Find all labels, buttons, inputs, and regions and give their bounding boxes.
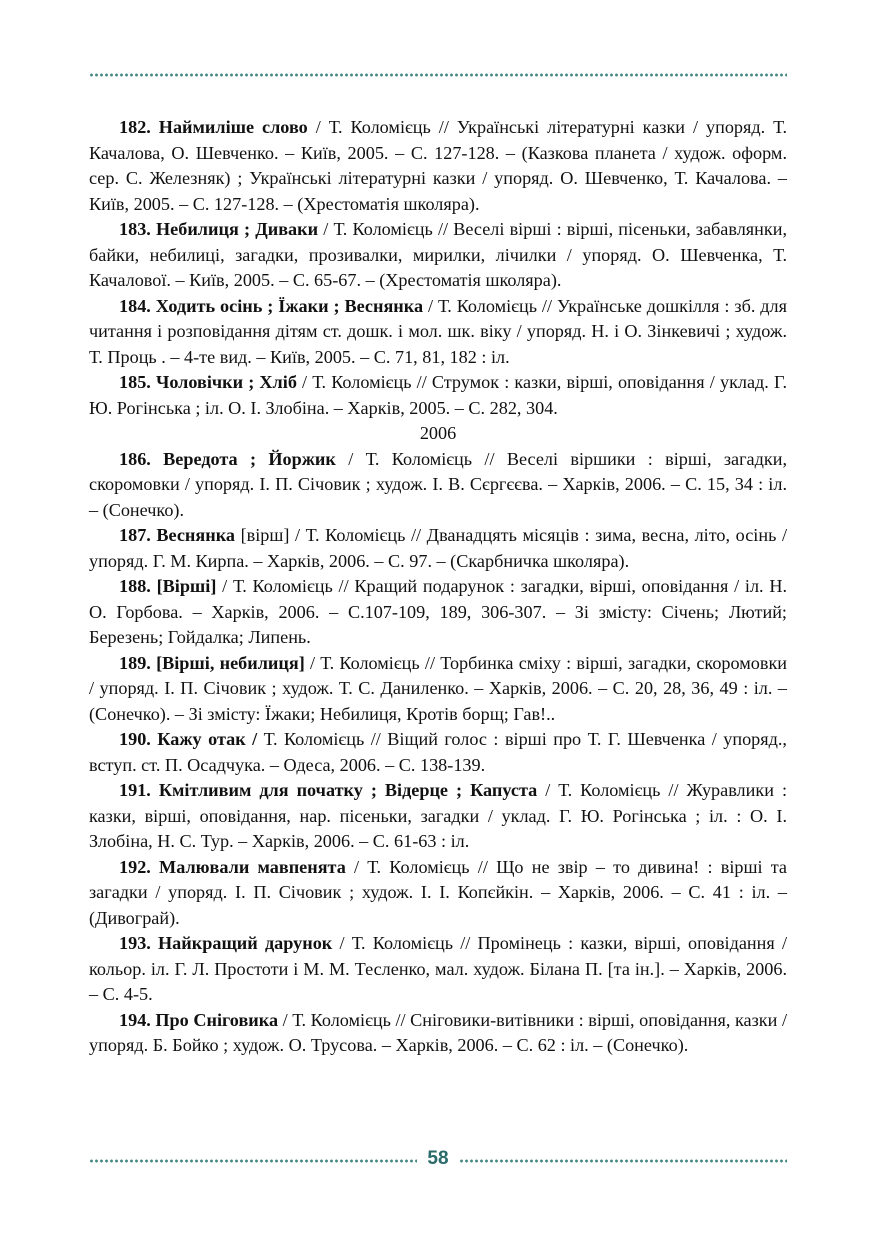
entry-187 [89, 523, 787, 574]
entry-number: 193. [119, 933, 151, 953]
entry-189 [89, 651, 787, 728]
bibliography-content [89, 115, 787, 1059]
entry-title: Малювали мавпенята [159, 856, 346, 877]
entry-183 [89, 217, 787, 294]
entry-186 [89, 447, 787, 524]
entry-text: [вірш] / Т. Коломієць // Дванадцять місяців : зима, весна, літо, осінь / упоряд. Г. М. Кирпа. – Харків, 2006. – С. 97. – (Скарбничка школяра). [89, 525, 788, 571]
footer-border-left [89, 1158, 417, 1164]
entry-188 [89, 574, 787, 651]
entry-191 [89, 778, 787, 855]
entry-number: 190. [119, 729, 151, 749]
entry-text: / Т. Коломієць // Торбинка сміху : вірші, загадки, скоромовки / упоряд. І. П. Січовик ; худож. Т. С. Даниленко. – Харків, 2006. – С. 20, 28, 36, 49 : іл. – (Сонечко). – Зі змісту: Їжаки; Небилиця, Кротів борщ; Гав!.. [89, 652, 788, 724]
entry-text: / Т. Коломієць // Струмок : казки, вірші, оповідання / уклад. Г. Ю. Рогінська ; іл. О. І. Злобіна. – Харків, 2005. – С. 282, 304. [89, 372, 787, 418]
entry-title: Про Сніговика [155, 1009, 279, 1030]
entry-text: / Т. Коломієць // Що не звір – то дивина! : вірші та загадки / упоряд. І. П. Січовик ; худож. І. І. Копєйкін. – Харків, 2006. – С. 41 : іл. – (Дивограй). [89, 856, 787, 928]
entry-title: Найкращий дарунок [158, 933, 333, 953]
entry-text: / Т. Коломієць // Кращий подарунок : загадки, вірші, оповідання / іл. Н. О. Горбова. – Харків, 2006. – С.107-109, 189, 306-307. – Зі змісту: Січень; Лютий; Березень; Гойдалка; Липень. [89, 576, 788, 647]
entry-text: Т. Коломієць // Віщий голос : вірші про Т. Г. Шевченка / упоряд., вступ. ст. П. Осадчука. – Одеса, 2006. – С. 138-139. [89, 729, 787, 775]
entry-number: 189. [119, 652, 151, 673]
entry-number: 183. [119, 219, 151, 239]
page-number: 58 [427, 1148, 449, 1169]
entry-182 [89, 115, 787, 217]
entry-text: / Т. Коломієць // Веселі вірші : вірші, пісеньки, забавлянки, байки, небилиці, загадки, прозивалки, мирилки, лічилки / упоряд. О. Шевченка, Т. Качалової. – Київ, 2005. – С. 65-67. – (Хрестоматія школяра). [89, 219, 788, 290]
entry-title: Чоловічки ; Хліб [155, 372, 297, 392]
entry-title: Веснянка [156, 525, 236, 545]
entry-title: [Вірші, небилиця] [156, 652, 305, 673]
entry-text: / Т. Коломієць // Українське дошкілля : зб. для читання і розповідання дітям ст. дошк. і мол. шк. віку / упоряд. Н. і О. Зінкевичі ; худож. Т. Проць . – 4-те вид. – Київ, 2005. – С. 71, 81, 182 : іл. [89, 295, 788, 367]
entry-193 [89, 931, 787, 1008]
entry-184 [89, 294, 787, 371]
entry-title: [Вірші] [156, 576, 217, 596]
entry-number: 191. [119, 780, 151, 800]
entry-number: 192. [119, 856, 151, 877]
entry-title: Вередота ; Йоржик [163, 448, 336, 469]
top-decorative-border [89, 72, 787, 78]
entry-190 [89, 727, 787, 778]
entry-text: / Т. Коломієць // Українські літературні казки / упоряд. Т. Качалова, О. Шевченко. – Київ, 2005. – С. 127-128. – (Казкова планета / худож. оформ. сер. С. Железняк) ; Українські літературні казки / упоряд. О. Шевченко, Т. Качалова. – Київ, 2005. – С. 127-128. – (Хрестоматія школяра). [89, 117, 787, 214]
entry-number: 187. [119, 525, 151, 545]
entry-number: 194. [119, 1009, 151, 1030]
entry-text: / Т. Коломієць // Журавлики : казки, вірші, оповідання, нар. пісеньки, загадки / уклад. Г. Ю. Рогінська ; іл. : О. І. Злобіна, Н. С. Тур. – Харків, 2006. – С. 61-63 : іл. [89, 780, 787, 851]
entry-number: 186. [119, 448, 151, 469]
page-footer [89, 1148, 787, 1174]
entry-title: Кажу отак / [157, 729, 258, 749]
entry-number: 185. [119, 372, 151, 392]
entry-185 [89, 370, 787, 421]
entry-title: Ходить осінь ; Їжаки ; Веснянка [155, 295, 424, 316]
entry-text: / Т. Коломієць // Сніговики-витівники : вірші, оповідання, казки / упоряд. Б. Бойко ; худож. О. Трусова. – Харків, 2006. – С. 62 : іл. – (Сонечко). [89, 1009, 787, 1055]
entry-number: 188. [119, 576, 151, 596]
entry-194 [89, 1008, 787, 1059]
entry-title: Небилиця ; Диваки [156, 219, 319, 239]
entry-title: Кмітливим для початку ; Відерце ; Капуста [158, 780, 538, 800]
entry-title: Наймиліше слово [158, 117, 308, 137]
footer-border-right [459, 1158, 787, 1164]
entry-text: / Т. Коломієць // Веселі віршики : вірші, загадки, скоромовки / упоряд. І. П. Січовик ; худож. І. В. Сєргєєва. – Харків, 2006. – С. 15, 34 : іл. – (Сонечко). [89, 448, 787, 520]
entry-text: / Т. Коломієць // Промінець : казки, вірші, оповідання / кольор. іл. Г. Л. Простоти і М. М. Тесленко, мал. худож. Білана П. [та ін.]. – Харків, 2006. – С. 4-5. [89, 933, 787, 1004]
entry-192 [89, 855, 787, 932]
entry-number: 184. [119, 295, 151, 316]
entry-number: 182. [119, 117, 151, 137]
year-heading: 2006 [419, 423, 457, 443]
